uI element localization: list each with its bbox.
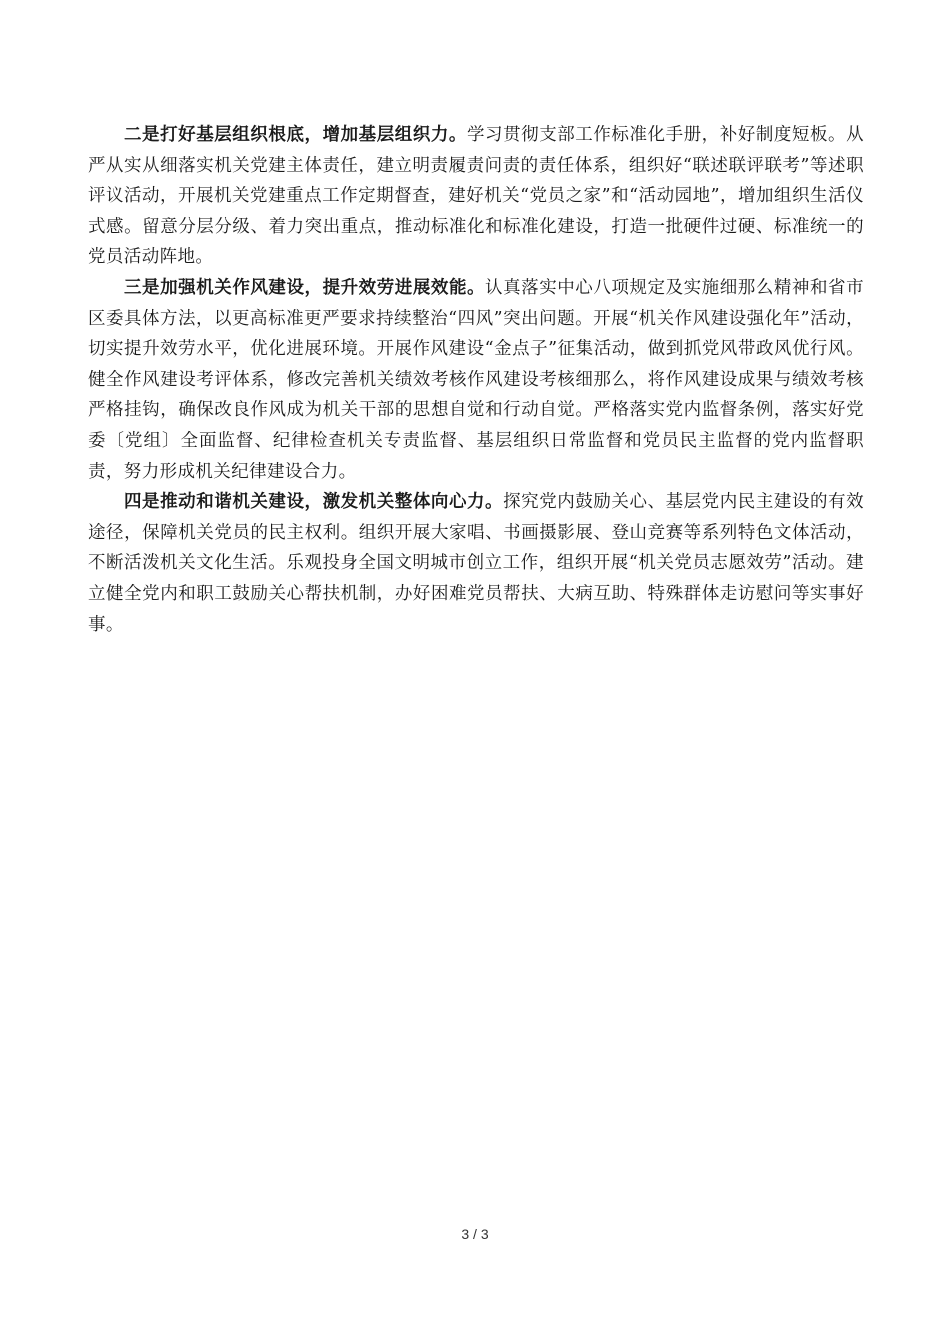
paragraph-lead: 三是加强机关作风建设，提升效劳进展效能。 — [124, 277, 486, 298]
paragraph-body: 探究党内鼓励关心、基层党内民主建设的有效途径，保障机关党员的民主权利。组织开展大家唱、书画摄影展、登山竞赛等系列特色文体活动，不断活泼机关文化生活。乐观投身全国文明城市创立工作，组织开展“机关党员志愿效劳”活动。建立健全党内和职工鼓励关心帮扶机制，办好困难党员帮扶、大病互助、特殊群体走访慰问等实事好事。 — [88, 492, 865, 635]
paragraph-work-style — [88, 273, 864, 487]
page-number: 3 / 3 — [461, 1226, 489, 1242]
paragraph-body: 认真落实中心八项规定及实施细那么精神和省市区委具体方法，以更高标准更严要求持续整治“四风”突出问题。开展“机关作风建设强化年”活动，切实提升效劳水平，优化进展环境。开展作风建设“金点子”征集活动，做到抓党风带政风优行风。健全作风建设考评体系，修改完善机关绩效考核作风建设考核细那么，将作风建设成果与绩效考核严格挂钩，确保改良作风成为机关干部的思想自觉和行动自觉。严格落实党内监督条例，落实好党委〔党组〕全面监督、纪律检查机关专责监督、基层组织日常监督和党员民主监督的党内监督职责，努力形成机关纪律建设合力。 — [88, 277, 864, 482]
document-body — [88, 120, 864, 640]
paragraph-lead: 四是推动和谐机关建设，激发机关整体向心力。 — [124, 492, 504, 513]
paragraph-grassroots-organization — [88, 120, 864, 273]
paragraph-body: 学习贯彻支部工作标准化手册，补好制度短板。从严从实从细落实机关党建主体责任，建立明责履责问责的责任体系，组织好“联述联评联考”等述职评议活动，开展机关党建重点工作定期督查，建好机关“党员之家”和“活动园地”，增加组织生活仪式感。留意分层分级、着力突出重点，推动标准化和标准化建设，打造一批硬件过硬、标准统一的党员活动阵地。 — [88, 125, 864, 268]
paragraph-lead: 二是打好基层组织根底，增加基层组织力。 — [124, 125, 467, 145]
paragraph-harmonious-organ — [88, 487, 864, 640]
